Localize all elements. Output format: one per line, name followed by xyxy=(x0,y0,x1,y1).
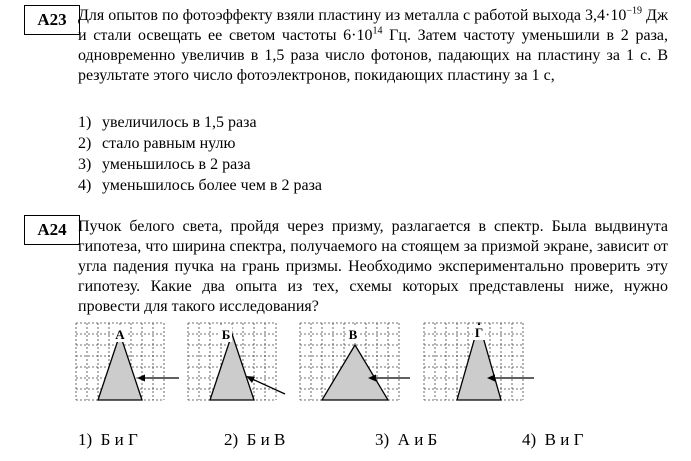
question-text-a24: Пучок белого света, пройдя через призму, разлагается в спектр. Была выдвинута гипотеза, что ширина спектра, получаемого на стоящем за призмой экране, зависит от угла падения пучка на грань призмы. Необходимо экспериментально проверить эту гипотезу. Какие два опыта из тех, схемы которых представлены ниже, нужно провести для такого исследования? xyxy=(78,218,668,315)
prism-diagram-a xyxy=(75,322,187,410)
question-text-a23: Для опытов по фотоэффекту взяли пластину из металла с работой выхода $3,4\cdot 10^{-19}$ Дж и стали освещать ее светом частоты $6\cdot 10^{14}$ Гц. Затем частоту уменьшили в 2 раза, одновременно увеличив в 1,5 раза число фотонов, падающих на пластину за 1 с. В результате этого число фотоэлектронов, покидающих пластину за 1 с, xyxy=(78,5,669,84)
diagram-label: Г xyxy=(474,325,484,340)
answer-option[interactable]: 1) увеличилось в 1,5 раза xyxy=(78,114,257,131)
answer-option[interactable]: 4) уменьшилось более чем в 2 раза xyxy=(78,177,323,194)
answer-option[interactable]: 2) Б и В xyxy=(224,430,286,449)
question-number-a24: А24 xyxy=(24,215,80,245)
prism-diagram-g xyxy=(423,322,535,410)
answer-option[interactable]: 3) уменьшилось в 2 раза xyxy=(78,156,251,173)
light-beam xyxy=(250,378,285,394)
diagram-label: В xyxy=(348,327,358,342)
answer-option[interactable]: 1) Б и Г xyxy=(78,430,138,449)
prism-diagram-b xyxy=(187,322,299,410)
answer-options-a23 xyxy=(78,112,322,196)
prism-triangle xyxy=(322,345,388,400)
question-number-a23: А23 xyxy=(24,5,80,35)
arrow-head xyxy=(137,375,145,382)
answer-option[interactable]: 4) В и Г xyxy=(522,430,584,449)
answer-option[interactable]: 2) стало равным нулю xyxy=(78,135,236,152)
answer-option[interactable]: 3) А и Б xyxy=(375,430,438,449)
diagram-label: Б xyxy=(221,327,231,342)
prism-diagram-v xyxy=(299,322,411,410)
diagram-label: А xyxy=(115,327,125,342)
